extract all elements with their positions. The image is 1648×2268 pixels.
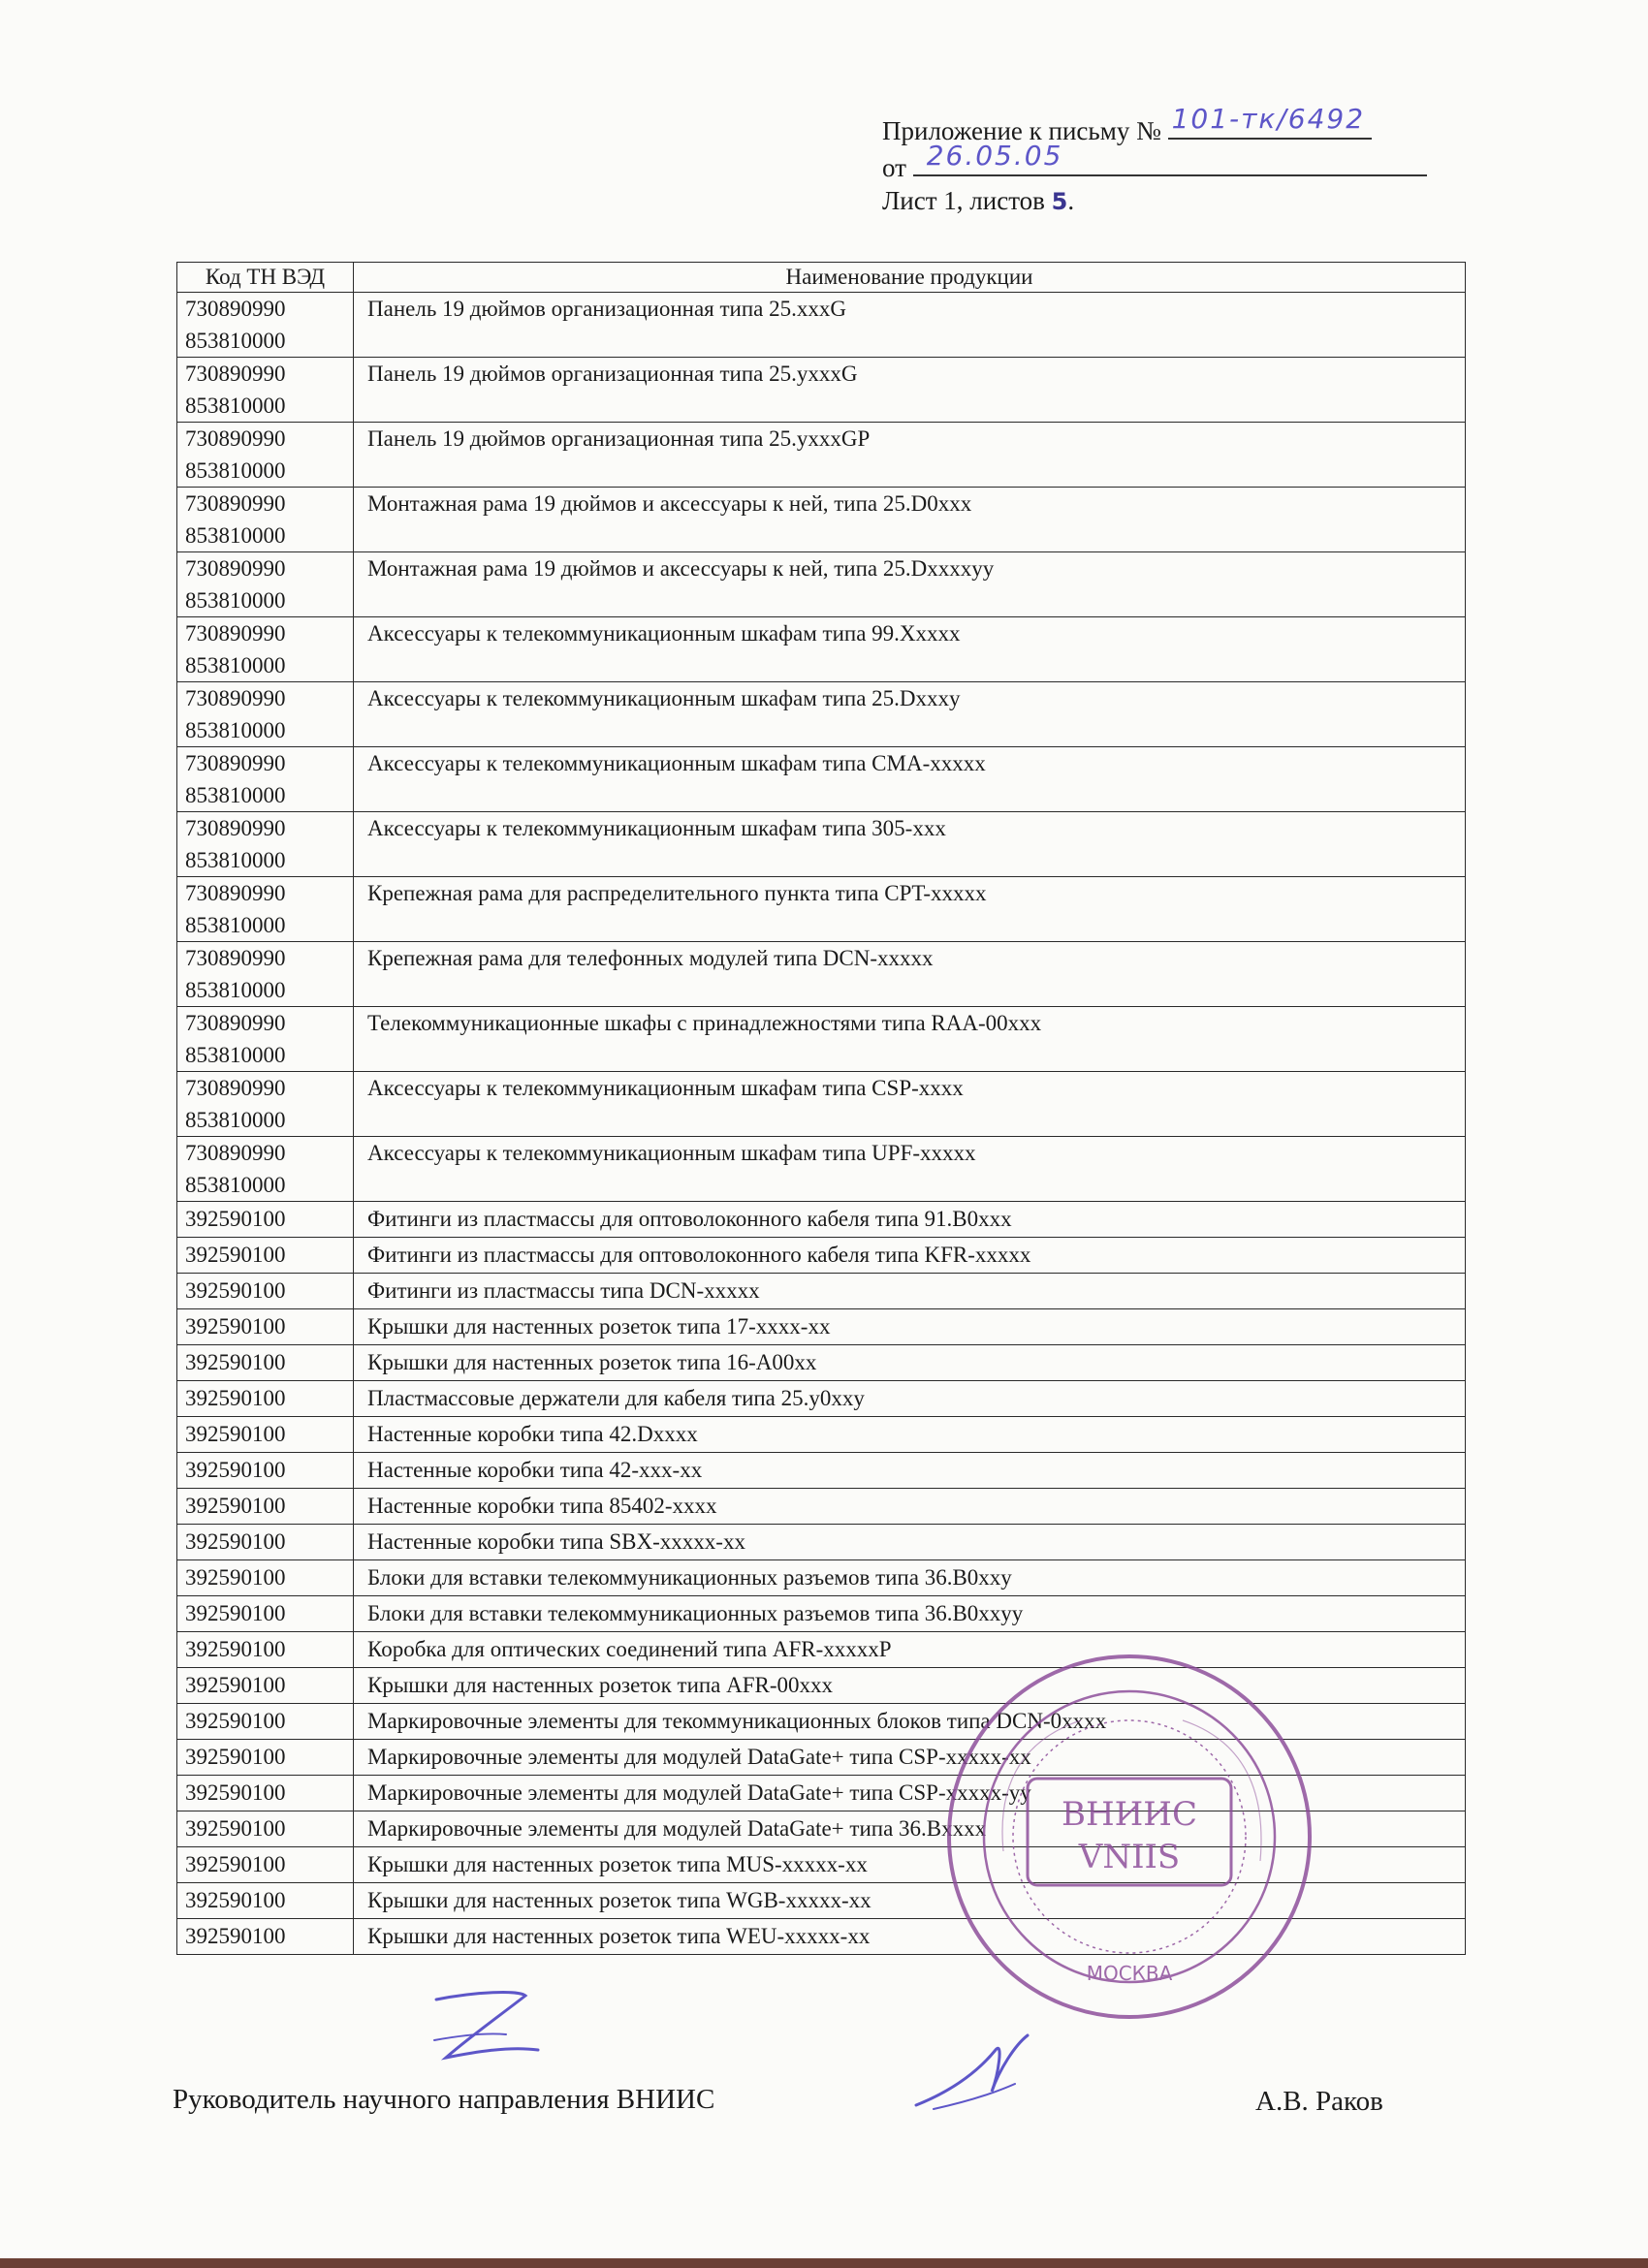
tn-ved-code: 853810000	[185, 848, 286, 872]
signature-mark-left	[417, 1982, 572, 2089]
row-code-cell	[177, 1202, 354, 1238]
stamp-inner-top-text: ВНИИС	[1062, 1795, 1197, 1834]
tn-ved-code: 730890990	[185, 297, 286, 321]
tn-ved-code: 392590100	[185, 1816, 286, 1841]
tn-ved-code: 392590100	[185, 1673, 286, 1697]
row-code-cell	[177, 1381, 354, 1417]
tn-ved-code: 392590100	[185, 1494, 286, 1518]
product-name: Панель 19 дюймов организационная типа 25.yxxxG	[354, 358, 1466, 423]
row-code-cell	[177, 1704, 354, 1740]
tn-ved-code: 730890990	[185, 881, 286, 905]
row-code-cell	[177, 1596, 354, 1632]
tn-ved-code: 853810000	[185, 394, 286, 418]
tn-ved-code: 392590100	[185, 1780, 286, 1805]
tn-ved-code: 730890990	[185, 426, 286, 451]
tn-ved-code: 392590100	[185, 1529, 286, 1554]
table-row	[177, 942, 1466, 1007]
table-row	[177, 423, 1466, 488]
row-code-cell	[177, 1489, 354, 1525]
tn-ved-code: 853810000	[185, 1173, 286, 1197]
tn-ved-code: 392590100	[185, 1601, 286, 1625]
tn-ved-code: 392590100	[185, 1924, 286, 1948]
table-row	[177, 1525, 1466, 1560]
tn-ved-code: 853810000	[185, 783, 286, 807]
product-name: Крепежная рама для распределительного пункта типа CPT-xxxxx	[354, 877, 1466, 942]
row-code-cell	[177, 617, 354, 682]
row-code-cell	[177, 1345, 354, 1381]
tn-ved-code: 392590100	[185, 1386, 286, 1410]
product-name: Маркировочные элементы для модулей DataGate+ типа CSP-xxxxx-xx	[354, 1740, 1466, 1776]
row-code-cell	[177, 877, 354, 942]
product-name: Аксессуары к телекоммуникационным шкафам типа 305-xxx	[354, 812, 1466, 877]
tn-ved-code: 730890990	[185, 556, 286, 581]
table-row	[177, 358, 1466, 423]
table-row	[177, 1596, 1466, 1632]
table-row	[177, 1489, 1466, 1525]
table-row	[177, 617, 1466, 682]
tn-ved-code: 392590100	[185, 1207, 286, 1231]
tn-ved-code: 392590100	[185, 1852, 286, 1876]
letter-number-handwritten: 101-тк/6492	[1171, 103, 1366, 135]
row-code-cell	[177, 1632, 354, 1668]
row-code-cell	[177, 682, 354, 747]
sheets-label: Лист 1, листов	[882, 186, 1045, 215]
table-row	[177, 1309, 1466, 1345]
tn-ved-code: 730890990	[185, 816, 286, 840]
row-code-cell	[177, 358, 354, 423]
product-name: Монтажная рама 19 дюймов и аксессуары к ней, типа 25.D0xxx	[354, 488, 1466, 552]
product-name: Аксессуары к телекоммуникационным шкафам типа UPF-xxxxx	[354, 1137, 1466, 1202]
round-seal-stamp	[935, 1643, 1323, 2031]
row-code-cell	[177, 1137, 354, 1202]
tn-ved-code: 730890990	[185, 491, 286, 516]
tn-ved-code: 853810000	[185, 913, 286, 937]
product-name: Фитинги из пластмассы типа DCN-xxxxx	[354, 1274, 1466, 1309]
row-code-cell	[177, 1072, 354, 1137]
signatory-name: А.В. Раков	[1255, 2086, 1383, 2117]
row-code-cell	[177, 747, 354, 812]
tn-ved-code: 853810000	[185, 1043, 286, 1067]
table-row	[177, 1007, 1466, 1072]
tn-ved-code: 392590100	[185, 1709, 286, 1733]
product-name: Аксессуары к телекоммуникационным шкафам типа 99.Xxxxx	[354, 617, 1466, 682]
header-line-sheets	[882, 182, 1427, 219]
row-code-cell	[177, 1847, 354, 1883]
stamp-city-text: МОСКВА	[1086, 1962, 1173, 1985]
row-code-cell	[177, 942, 354, 1007]
stamp-inner-bottom-text: VNIIS	[1078, 1838, 1181, 1876]
row-code-cell	[177, 1238, 354, 1274]
table-row	[177, 1238, 1466, 1274]
table-row	[177, 812, 1466, 877]
tn-ved-code: 392590100	[185, 1243, 286, 1267]
row-code-cell	[177, 1883, 354, 1919]
product-name: Маркировочные элементы для модулей DataGate+ типа CSP-xxxxx-yy	[354, 1776, 1466, 1811]
product-name: Аксессуары к телекоммуникационным шкафам типа 25.Dxxxy	[354, 682, 1466, 747]
row-code-cell	[177, 552, 354, 617]
product-name: Настенные коробки типа 85402-xxxx	[354, 1489, 1466, 1525]
product-name: Настенные коробки типа 42.Dxxxx	[354, 1417, 1466, 1453]
product-name: Блоки для вставки телекоммуникационных разъемов типа 36.B0xxy	[354, 1560, 1466, 1596]
product-name: Фитинги из пластмассы для оптоволоконного кабеля типа KFR-xxxxx	[354, 1238, 1466, 1274]
table-row	[177, 1453, 1466, 1489]
product-name: Настенные коробки типа SBX-xxxxx-xx	[354, 1525, 1466, 1560]
tn-ved-code: 392590100	[185, 1745, 286, 1769]
row-code-cell	[177, 1417, 354, 1453]
row-code-cell	[177, 1811, 354, 1847]
table-row	[177, 1072, 1466, 1137]
row-code-cell	[177, 1274, 354, 1309]
product-name: Коробка для оптических соединений типа AFR-xxxxxP	[354, 1632, 1466, 1668]
product-name: Маркировочные элементы для модулей DataGate+ типа 36.Bxxxx	[354, 1811, 1466, 1847]
tn-ved-code: 853810000	[185, 718, 286, 742]
tn-ved-code: 392590100	[185, 1422, 286, 1446]
column-header-name: Наименование продукции	[354, 263, 1466, 293]
tn-ved-code: 392590100	[185, 1350, 286, 1374]
tn-ved-code: 392590100	[185, 1888, 286, 1912]
tn-ved-code: 853810000	[185, 458, 286, 483]
letter-number-label: Приложение к письму №	[882, 116, 1161, 145]
tn-ved-code: 392590100	[185, 1565, 286, 1590]
column-header-code: Код ТН ВЭД	[177, 263, 354, 293]
letter-date-field	[913, 140, 1427, 176]
tn-ved-code: 853810000	[185, 523, 286, 548]
product-name: Блоки для вставки телекоммуникационных разъемов типа 36.B0xxyy	[354, 1596, 1466, 1632]
table-row	[177, 1345, 1466, 1381]
product-name: Крышки для настенных розеток типа AFR-00xxx	[354, 1668, 1466, 1704]
signatory-position: Руководитель научного направления ВНИИС	[173, 2084, 715, 2115]
tn-ved-code: 392590100	[185, 1278, 286, 1303]
product-name: Крепежная рама для телефонных модулей типа DCN-xxxxx	[354, 942, 1466, 1007]
product-name: Фитинги из пластмассы для оптоволоконного кабеля типа 91.B0xxx	[354, 1202, 1466, 1238]
table-row	[177, 1560, 1466, 1596]
table-row	[177, 682, 1466, 747]
signature-director	[906, 2016, 1042, 2123]
tn-ved-code: 730890990	[185, 1141, 286, 1165]
tn-ved-code: 730890990	[185, 621, 286, 646]
tn-ved-code: 853810000	[185, 978, 286, 1002]
product-name: Маркировочные элементы для текоммуникационных блоков типа DCN-0xxxx	[354, 1704, 1466, 1740]
letter-date-label: от	[882, 153, 906, 182]
row-code-cell	[177, 1309, 354, 1345]
tn-ved-code: 853810000	[185, 588, 286, 613]
product-name: Крышки для настенных розеток типа MUS-xxxxx-xx	[354, 1847, 1466, 1883]
row-code-cell	[177, 1007, 354, 1072]
tn-ved-code: 853810000	[185, 1108, 286, 1132]
row-code-cell	[177, 1776, 354, 1811]
product-name: Панель 19 дюймов организационная типа 25.xxxG	[354, 293, 1466, 358]
table-row	[177, 747, 1466, 812]
tn-ved-code: 730890990	[185, 751, 286, 775]
row-code-cell	[177, 488, 354, 552]
table-row	[177, 1274, 1466, 1309]
product-name: Панель 19 дюймов организационная типа 25.yxxxGP	[354, 423, 1466, 488]
product-name: Крышки для настенных розеток типа 16-A00xx	[354, 1345, 1466, 1381]
product-name: Аксессуары к телекоммуникационным шкафам типа CSP-xxxx	[354, 1072, 1466, 1137]
tn-ved-code: 853810000	[185, 329, 286, 353]
tn-ved-code: 730890990	[185, 1076, 286, 1100]
letter-header	[882, 103, 1427, 219]
row-code-cell	[177, 1919, 354, 1955]
table-row	[177, 1417, 1466, 1453]
tn-ved-code: 392590100	[185, 1637, 286, 1661]
product-name: Настенные коробки типа 42-xxx-xx	[354, 1453, 1466, 1489]
tn-ved-code: 730890990	[185, 686, 286, 710]
tn-ved-code: 392590100	[185, 1314, 286, 1339]
tn-ved-code: 392590100	[185, 1458, 286, 1482]
row-code-cell	[177, 1525, 354, 1560]
letter-number-field	[1168, 103, 1372, 140]
product-name: Аксессуары к телекоммуникационным шкафам типа CMA-xxxxx	[354, 747, 1466, 812]
table-row	[177, 293, 1466, 358]
table-row	[177, 1137, 1466, 1202]
tn-ved-code: 730890990	[185, 1011, 286, 1035]
row-code-cell	[177, 812, 354, 877]
table-header-row	[177, 263, 1466, 293]
product-name: Монтажная рама 19 дюймов и аксессуары к ней, типа 25.Dxxxxyy	[354, 552, 1466, 617]
scan-bottom-edge	[0, 2258, 1648, 2268]
row-code-cell	[177, 1453, 354, 1489]
product-name: Крышки для настенных розеток типа WGB-xxxxx-xx	[354, 1883, 1466, 1919]
header-line-date	[882, 140, 1427, 182]
sheets-suffix: .	[1067, 186, 1075, 215]
tn-ved-code: 730890990	[185, 946, 286, 970]
table-row	[177, 552, 1466, 617]
row-code-cell	[177, 1668, 354, 1704]
product-name: Крышки для настенных розеток типа WEU-xxxxx-xx	[354, 1919, 1466, 1955]
product-name: Телекоммуникационные шкафы с принадлежностями типа RAA-00xxx	[354, 1007, 1466, 1072]
product-name: Крышки для настенных розеток типа 17-xxxx-xx	[354, 1309, 1466, 1345]
tn-ved-code: 730890990	[185, 362, 286, 386]
row-code-cell	[177, 1560, 354, 1596]
row-code-cell	[177, 1740, 354, 1776]
tn-ved-code: 853810000	[185, 653, 286, 677]
product-name: Пластмассовые держатели для кабеля типа 25.y0xxy	[354, 1381, 1466, 1417]
row-code-cell	[177, 423, 354, 488]
table-row	[177, 877, 1466, 942]
letter-date-handwritten: 26.05.05	[926, 140, 1063, 172]
sheets-total-handwritten: 5	[1051, 188, 1068, 215]
table-row	[177, 488, 1466, 552]
table-row	[177, 1381, 1466, 1417]
table-row	[177, 1202, 1466, 1238]
row-code-cell	[177, 293, 354, 358]
